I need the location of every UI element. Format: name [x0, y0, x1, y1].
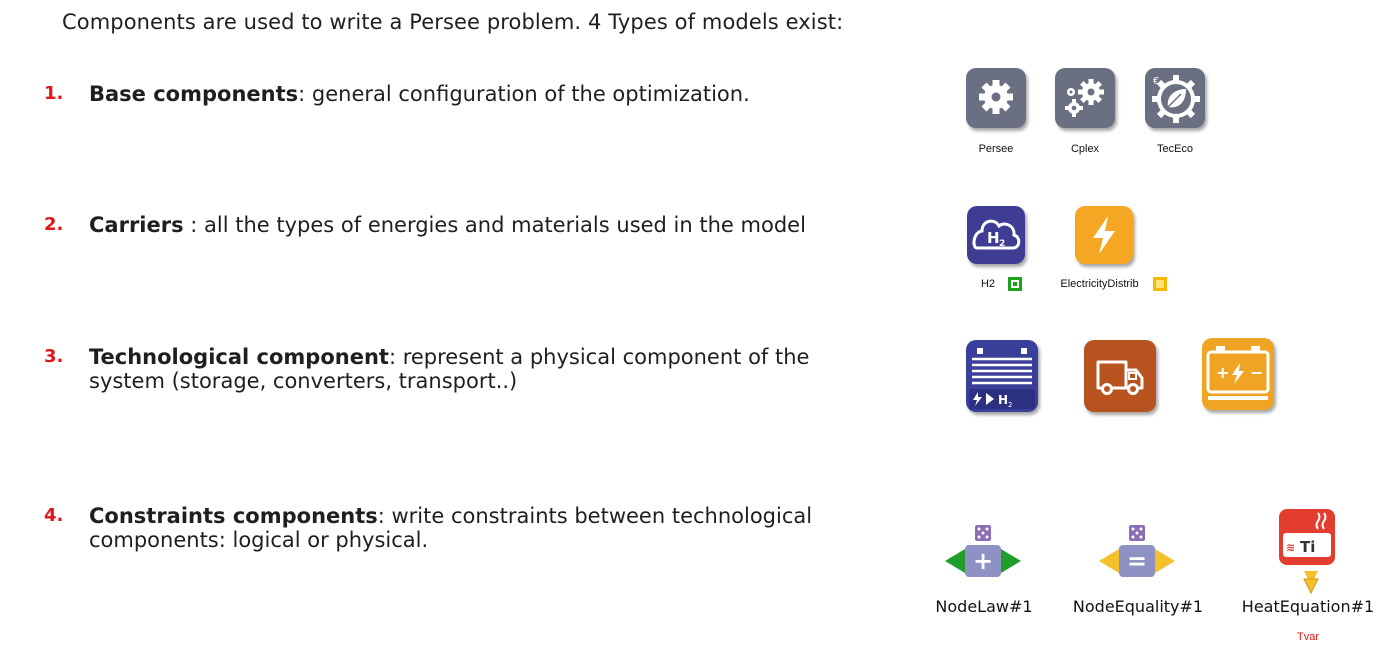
h2-carrier-icon[interactable]: [967, 206, 1025, 264]
heat-equation-component-icon[interactable]: [1276, 505, 1340, 609]
node-law-component-icon[interactable]: [943, 523, 1023, 583]
svg-text:≋: ≋: [1286, 541, 1296, 554]
item-title: Carriers: [89, 213, 184, 237]
battery-icon: [1202, 338, 1274, 410]
heat-equation-label: HeatEquation#1: [1241, 597, 1375, 616]
cplex-icon[interactable]: [1055, 68, 1115, 128]
svg-text:=: =: [1126, 547, 1148, 575]
lightning-icon: [1075, 206, 1133, 264]
node-law-icon: [943, 523, 1023, 583]
item-title: Constraints components: [89, 504, 378, 528]
truck-icon: [1084, 340, 1156, 412]
truck-component-icon[interactable]: [1084, 340, 1156, 412]
gears-icon: [1055, 68, 1115, 128]
svg-text:+: +: [972, 547, 994, 575]
persee-icon[interactable]: [966, 68, 1026, 128]
heat-equation-icon: [1276, 505, 1340, 609]
tececo-icon[interactable]: [1145, 68, 1205, 128]
svg-text:−: −: [1250, 363, 1264, 382]
node-equality-icon: [1097, 523, 1177, 583]
persee-label: Persee: [978, 143, 1014, 155]
h2-marker: [1008, 277, 1022, 291]
intro-text: Components are used to write a Persee problem. 4 Types of models exist:: [62, 10, 844, 34]
item-description: : all the types of energies and materials used in the model: [183, 213, 806, 237]
h2-cloud-icon: [967, 206, 1025, 264]
gear-icon: [966, 68, 1026, 128]
item-number: 4.: [44, 505, 64, 526]
battery-component-icon[interactable]: [1202, 338, 1274, 410]
svg-text:2: 2: [1008, 401, 1013, 409]
svg-text:Ti: Ti: [1300, 538, 1316, 556]
item-description: : write constraints between technological components: logical or physical.: [89, 504, 813, 552]
tvar-label: Tvar: [1297, 631, 1319, 643]
electricity-carrier-icon[interactable]: [1075, 206, 1133, 264]
svg-text:H: H: [998, 393, 1009, 407]
electrolyzer-component-icon[interactable]: [966, 340, 1038, 412]
svg-text:H: H: [987, 229, 1000, 247]
item-description: : general configuration of the optimization.: [298, 82, 750, 106]
tececo-label: TecEco: [1156, 143, 1194, 155]
electricity-label: ElectricityDistrib: [1060, 278, 1139, 290]
item-title: Technological component: [89, 345, 389, 369]
svg-text:2: 2: [999, 239, 1006, 249]
item-description: : represent a physical component of the system (storage, converters, transport..): [89, 345, 810, 393]
node-equality-label: NodeEquality#1: [1072, 597, 1204, 616]
cplex-label: Cplex: [1070, 143, 1100, 155]
svg-text:€: €: [1153, 76, 1160, 87]
item-title: Base components: [89, 82, 299, 106]
eco-gear-icon: [1145, 68, 1205, 128]
item-number: 3.: [44, 346, 64, 367]
h2-label: H2: [980, 278, 996, 290]
svg-text:+: +: [1216, 363, 1230, 382]
item-number: 2.: [44, 214, 64, 235]
node-equality-component-icon[interactable]: [1097, 523, 1177, 583]
electricity-marker: [1153, 277, 1167, 291]
node-law-label: NodeLaw#1: [935, 597, 1033, 616]
item-number: 1.: [44, 83, 64, 104]
electrolyzer-icon: [966, 340, 1038, 412]
